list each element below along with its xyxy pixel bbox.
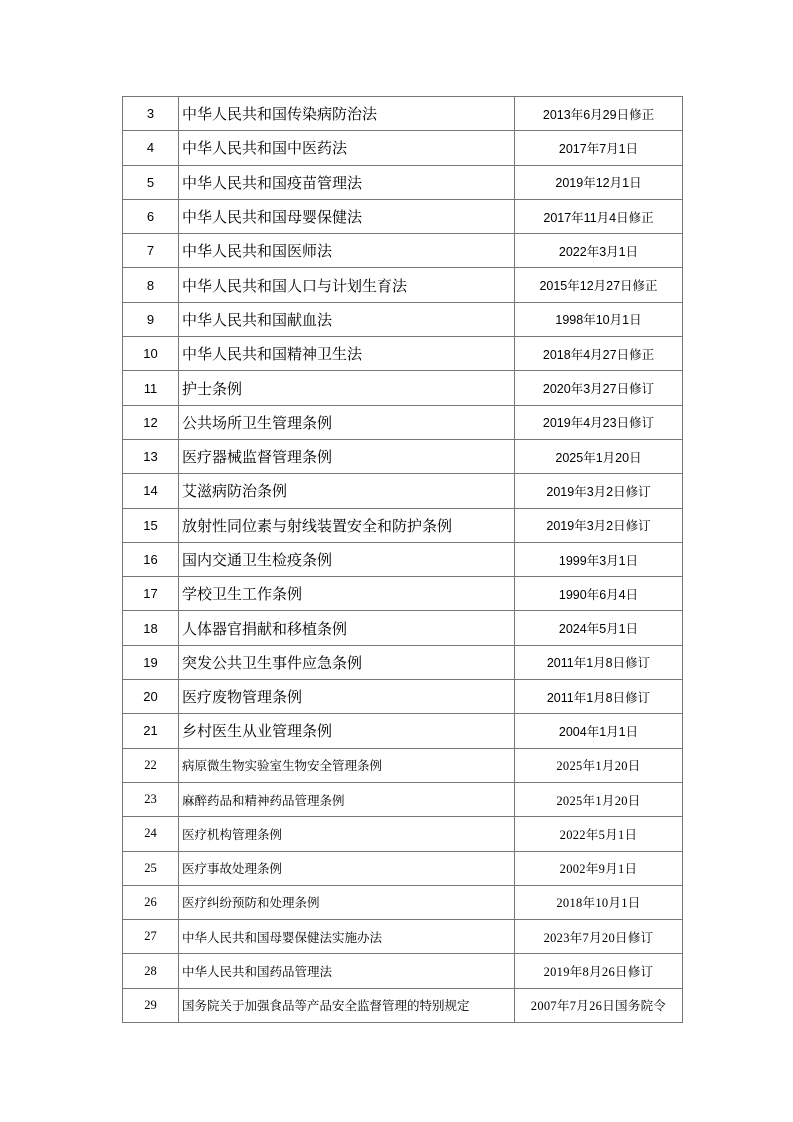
law-table [122,96,683,1023]
row-number: 27 [123,920,179,954]
effective-date: 1998年10月1日 [515,302,683,336]
table-row [123,714,683,748]
table-row [123,474,683,508]
law-name: 中华人民共和国母婴保健法实施办法 [179,920,515,954]
row-number: 28 [123,954,179,988]
row-number: 4 [123,131,179,165]
table-row [123,234,683,268]
law-name: 中华人民共和国医师法 [179,234,515,268]
row-number: 3 [123,97,179,131]
law-name: 医疗事故处理条例 [179,851,515,885]
law-name: 国务院关于加强食品等产品安全监督管理的特别规定 [179,988,515,1022]
row-number: 7 [123,234,179,268]
law-name: 医疗机构管理条例 [179,817,515,851]
table-row [123,165,683,199]
table-row [123,577,683,611]
effective-date: 2019年8月26日修订 [515,954,683,988]
table-row [123,405,683,439]
row-number: 19 [123,645,179,679]
effective-date: 2011年1月8日修订 [515,645,683,679]
table-row [123,851,683,885]
law-name: 病原微生物实验室生物安全管理条例 [179,748,515,782]
row-number: 23 [123,782,179,816]
effective-date: 2013年6月29日修正 [515,97,683,131]
table-row [123,817,683,851]
law-name: 医疗纠纷预防和处理条例 [179,885,515,919]
law-table-body [123,97,683,1023]
row-number: 5 [123,165,179,199]
law-name: 医疗器械监督管理条例 [179,439,515,473]
table-row [123,645,683,679]
effective-date: 2018年10月1日 [515,885,683,919]
row-number: 13 [123,439,179,473]
row-number: 15 [123,508,179,542]
effective-date: 2019年12月1日 [515,165,683,199]
effective-date: 2019年4月23日修订 [515,405,683,439]
row-number: 11 [123,371,179,405]
law-name: 国内交通卫生检疫条例 [179,542,515,576]
row-number: 17 [123,577,179,611]
table-row [123,988,683,1022]
table-row [123,302,683,336]
effective-date: 2007年7月26日国务院令 [515,988,683,1022]
law-name: 中华人民共和国传染病防治法 [179,97,515,131]
row-number: 29 [123,988,179,1022]
table-row [123,508,683,542]
table-row [123,920,683,954]
effective-date: 2022年3月1日 [515,234,683,268]
effective-date: 2002年9月1日 [515,851,683,885]
effective-date: 2019年3月2日修订 [515,508,683,542]
law-name: 中华人民共和国精神卫生法 [179,337,515,371]
law-name: 中华人民共和国人口与计划生育法 [179,268,515,302]
row-number: 6 [123,199,179,233]
law-name: 中华人民共和国疫苗管理法 [179,165,515,199]
effective-date: 2023年7月20日修订 [515,920,683,954]
table-row [123,268,683,302]
law-name: 人体器官捐献和移植条例 [179,611,515,645]
effective-date: 2019年3月2日修订 [515,474,683,508]
table-row [123,782,683,816]
effective-date: 2015年12月27日修正 [515,268,683,302]
law-name: 中华人民共和国中医药法 [179,131,515,165]
law-name: 麻醉药品和精神药品管理条例 [179,782,515,816]
law-name: 护士条例 [179,371,515,405]
effective-date: 2018年4月27日修正 [515,337,683,371]
law-name: 医疗废物管理条例 [179,680,515,714]
row-number: 21 [123,714,179,748]
law-name: 中华人民共和国药品管理法 [179,954,515,988]
row-number: 24 [123,817,179,851]
row-number: 18 [123,611,179,645]
law-name: 艾滋病防治条例 [179,474,515,508]
effective-date: 2022年5月1日 [515,817,683,851]
row-number: 8 [123,268,179,302]
row-number: 26 [123,885,179,919]
law-name: 突发公共卫生事件应急条例 [179,645,515,679]
law-name: 乡村医生从业管理条例 [179,714,515,748]
row-number: 16 [123,542,179,576]
table-row [123,337,683,371]
effective-date: 2025年1月20日 [515,748,683,782]
law-name: 中华人民共和国母婴保健法 [179,199,515,233]
table-row [123,954,683,988]
table-row [123,131,683,165]
table-row [123,748,683,782]
law-name: 放射性同位素与射线装置安全和防护条例 [179,508,515,542]
effective-date: 1990年6月4日 [515,577,683,611]
effective-date: 1999年3月1日 [515,542,683,576]
effective-date: 2017年11月4日修正 [515,199,683,233]
effective-date: 2025年1月20日 [515,782,683,816]
law-name: 学校卫生工作条例 [179,577,515,611]
row-number: 12 [123,405,179,439]
effective-date: 2017年7月1日 [515,131,683,165]
table-row [123,611,683,645]
effective-date: 2024年5月1日 [515,611,683,645]
table-row [123,97,683,131]
row-number: 9 [123,302,179,336]
table-row [123,885,683,919]
table-row [123,542,683,576]
effective-date: 2020年3月27日修订 [515,371,683,405]
effective-date: 2004年1月1日 [515,714,683,748]
table-row [123,199,683,233]
law-name: 公共场所卫生管理条例 [179,405,515,439]
table-row [123,680,683,714]
row-number: 22 [123,748,179,782]
effective-date: 2025年1月20日 [515,439,683,473]
table-row [123,439,683,473]
row-number: 20 [123,680,179,714]
row-number: 14 [123,474,179,508]
row-number: 10 [123,337,179,371]
effective-date: 2011年1月8日修订 [515,680,683,714]
table-row [123,371,683,405]
row-number: 25 [123,851,179,885]
law-name: 中华人民共和国献血法 [179,302,515,336]
